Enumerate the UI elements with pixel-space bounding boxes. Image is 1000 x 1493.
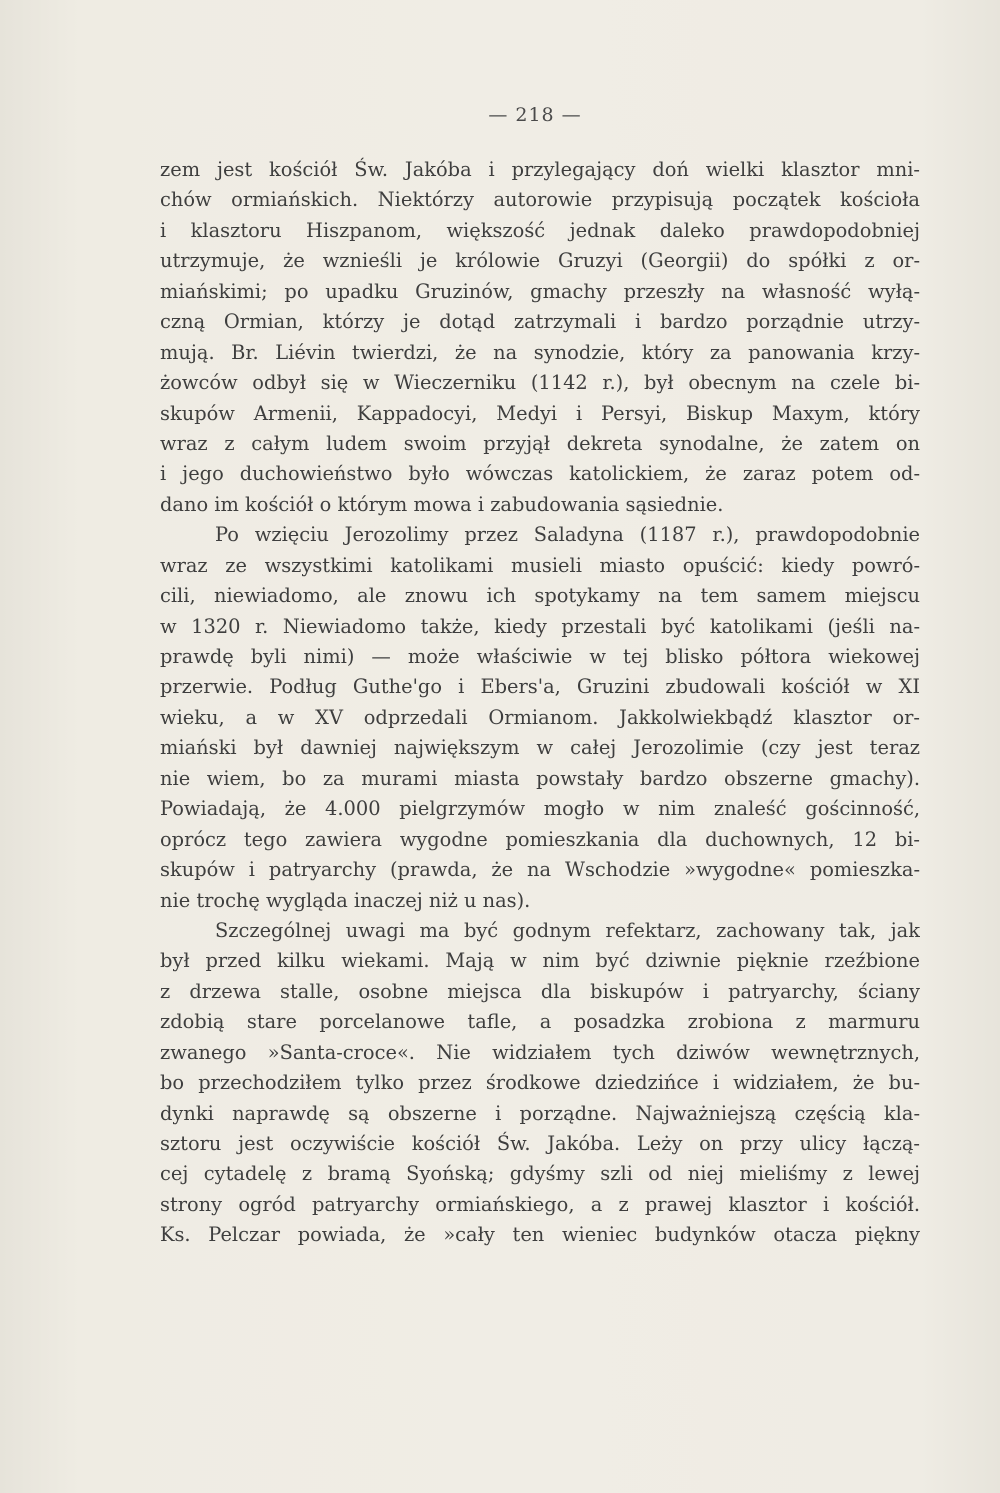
paragraph-start-line: Po wzięciu Jerozolimy przez Saladyna (1187 r.), prawdopodobnie [215, 523, 920, 547]
text-line: dynki naprawdę są obszerne i porządne. Najważniejszą częścią kla- [160, 1101, 920, 1125]
paragraph-start-line: Szczególnej uwagi ma być godnym refektarz, zachowany tak, jak [215, 918, 920, 942]
text-line: i jego duchowieństwo było wówczas katolickiem, że zaraz potem od- [160, 462, 920, 486]
text-line: nie wiem, bo za murami miasta powstały bardzo obszerne gmachy). [160, 766, 920, 790]
paragraph-end-line: nie trochę wygląda inaczej niż u nas). [160, 888, 531, 912]
text-line: z drzewa stalle, osobne miejsca dla biskupów i patryarchy, ściany [160, 979, 920, 1003]
text-line: wieku, a w XV odprzedali Ormianom. Jakkolwiekbądź klasztor or- [160, 705, 920, 729]
text-line: skupów i patryarchy (prawda, że na Wschodzie »wygodne« pomieszka- [160, 858, 920, 882]
text-line: mują. Br. Liévin twierdzi, że na synodzie, który za panowania krzy- [160, 340, 920, 364]
text-line: miańskimi; po upadku Gruzinów, gmachy przeszły na własność wyłą- [160, 279, 920, 303]
body-text [160, 155, 920, 1251]
paragraph-end-line: dano im kościół o którym mowa i zabudowania sąsiednie. [160, 492, 724, 516]
text-line: utrzymuje, że wznieśli je królowie Gruzyi (Georgii) do spółki z or- [160, 249, 920, 273]
text-line: prawdę byli nimi) — może właściwie w tej blisko półtora wiekowej [160, 645, 920, 668]
text-line: Ks. Pelczar powiada, że »cały ten wieniec budynków otacza piękny [160, 1223, 920, 1247]
text-line: i klasztoru Hiszpanom, większość jednak daleko prawdopodobniej [160, 218, 920, 242]
text-line: chów ormiańskich. Niektórzy autorowie przypisują początek kościoła [160, 188, 920, 212]
text-line: skupów Armenii, Kappadocyi, Medyi i Persyi, Biskup Maxym, który [160, 401, 920, 425]
text-line: sztoru jest oczywiście kościół Św. Jakóba. Leży on przy ulicy łączą- [160, 1132, 920, 1155]
text-line: cej cytadelę z bramą Syońską; gdyśmy szli od niej mieliśmy z lewej [160, 1162, 920, 1186]
text-line: strony ogród patryarchy ormiańskiego, a z prawej klasztor i kościół. [160, 1192, 920, 1216]
text-line: czną Ormian, którzy je dotąd zatrzymali i bardzo porządnie utrzy- [160, 310, 920, 334]
text-line: przerwie. Podług Guthe'go i Ebers'a, Gruzini zbudowali kościół w XI [160, 675, 920, 699]
page-number: — 218 — [488, 104, 582, 126]
text-line: oprócz tego zawiera wygodne pomieszkania dla duchownych, 12 bi- [160, 827, 920, 851]
text-line: w 1320 r. Niewiadomo także, kiedy przestali być katolikami (jeśli na- [160, 614, 920, 638]
text-line: miański był dawniej największym w całej Jerozolimie (czy jest teraz [160, 736, 920, 760]
text-line: bo przechodziłem tylko przez środkowe dziedzińce i widziałem, że bu- [160, 1071, 920, 1095]
text-line: zwanego »Santa-croce«. Nie widziałem tych dziwów wewnętrznych, [160, 1040, 920, 1064]
text-line: wraz ze wszystkimi katolikami musieli miasto opuścić: kiedy powró- [160, 553, 920, 577]
text-line: zem jest kościół Św. Jakóba i przylegający doń wielki klasztor mni- [160, 158, 920, 181]
text-line: żowców odbył się w Wieczerniku (1142 r.), był obecnym na czele bi- [160, 371, 920, 395]
text-line: był przed kilku wiekami. Mają w nim być dziwnie pięknie rzeźbione [160, 949, 920, 973]
text-line: wraz z całym ludem swoim przyjął dekreta synodalne, że zatem on [160, 431, 920, 455]
text-line: Powiadają, że 4.000 pielgrzymów mogło w nim znaleść gościnność, [160, 797, 920, 821]
text-line: zdobią stare porcelanowe tafle, a posadzka zrobiona z marmuru [160, 1010, 920, 1034]
text-line: cili, niewiadomo, ale znowu ich spotykamy na tem samem miejscu [160, 584, 920, 608]
